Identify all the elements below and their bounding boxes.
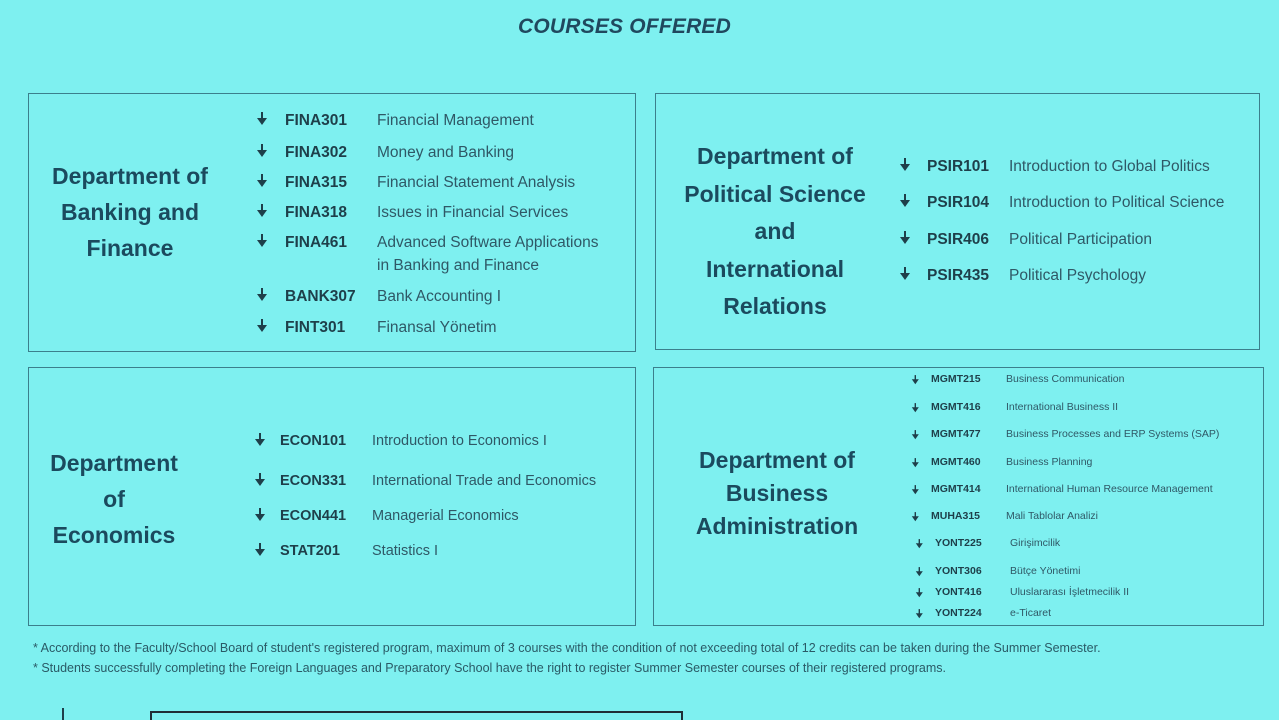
dept-title-line: of bbox=[103, 486, 125, 512]
course-name: Business Communication bbox=[1006, 373, 1125, 385]
course-name: Political Participation bbox=[1009, 231, 1153, 248]
course-code: FINT301 bbox=[285, 319, 346, 336]
course-row bbox=[256, 144, 514, 162]
course-code: MGMT215 bbox=[931, 373, 981, 385]
arrow-down-icon bbox=[256, 144, 270, 158]
dept-title-economics bbox=[30, 445, 198, 553]
course-code: YONT225 bbox=[935, 537, 982, 549]
dept-title-line: Finance bbox=[86, 235, 174, 261]
pin-icon bbox=[62, 708, 64, 720]
arrow-down-icon bbox=[915, 539, 925, 549]
course-name: Statistics I bbox=[372, 543, 439, 559]
dept-title-line: Department bbox=[50, 450, 178, 476]
course-code: FINA461 bbox=[285, 234, 348, 251]
arrow-down-icon bbox=[911, 458, 921, 468]
dept-title-banking bbox=[35, 158, 225, 266]
arrow-down-icon bbox=[911, 485, 921, 495]
course-name: Managerial Economics bbox=[372, 508, 519, 524]
course-code: ECON331 bbox=[280, 473, 347, 489]
arrow-down-icon bbox=[256, 288, 270, 302]
course-name: Introduction to Political Science bbox=[1009, 194, 1225, 211]
arrow-down-icon bbox=[256, 112, 270, 126]
dept-title-line: Administration bbox=[695, 513, 859, 539]
dept-title-political bbox=[670, 138, 880, 326]
dept-title-business bbox=[675, 444, 879, 543]
arrow-down-icon bbox=[254, 473, 268, 487]
arrow-down-icon bbox=[899, 231, 913, 245]
course-name: Business Planning bbox=[1006, 456, 1093, 468]
course-name: Mali Tablolar Analizi bbox=[1006, 510, 1099, 522]
dept-title-line: Relations bbox=[723, 293, 827, 319]
course-code: PSIR104 bbox=[927, 194, 990, 211]
course-row bbox=[913, 586, 1129, 600]
course-row bbox=[913, 565, 1080, 579]
arrow-down-icon bbox=[256, 319, 270, 333]
course-row bbox=[899, 231, 1152, 249]
course-code: PSIR101 bbox=[927, 158, 990, 175]
course-row bbox=[899, 267, 1146, 285]
dept-title-line: Department of bbox=[697, 143, 853, 169]
footnote: * According to the Faculty/School Board of student's registered program, maximum of 3 courses with the condition of not exceeding total of 12 credits can be taken during the Summer Semester. bbox=[33, 641, 1101, 655]
arrow-down-icon bbox=[254, 433, 268, 447]
course-code: FINA315 bbox=[285, 174, 348, 191]
course-row bbox=[256, 288, 501, 306]
course-name: Financial Statement Analysis bbox=[377, 174, 576, 191]
arrow-down-icon bbox=[915, 609, 925, 619]
course-name: Bütçe Yönetimi bbox=[1010, 565, 1081, 577]
arrow-down-icon bbox=[911, 430, 921, 440]
dept-title-line: Banking and bbox=[60, 199, 199, 225]
course-row bbox=[899, 158, 1210, 176]
course-code: BANK307 bbox=[285, 288, 356, 305]
course-row bbox=[256, 234, 598, 277]
course-code: PSIR406 bbox=[927, 231, 990, 248]
arrow-down-icon bbox=[911, 375, 921, 385]
course-name: International Trade and Economics bbox=[372, 473, 597, 489]
course-code: MGMT477 bbox=[931, 428, 981, 440]
course-row bbox=[909, 456, 1092, 470]
course-row bbox=[909, 510, 1098, 524]
bottom-banner bbox=[150, 711, 683, 720]
course-name: Political Psychology bbox=[1009, 267, 1146, 284]
course-name: Issues in Financial Services bbox=[377, 204, 569, 221]
arrow-down-icon bbox=[899, 267, 913, 281]
course-row bbox=[909, 373, 1124, 387]
dept-title-line: Department of bbox=[52, 163, 208, 189]
course-name: Bank Accounting I bbox=[377, 288, 502, 305]
course-name-line: Advanced Software Applications bbox=[377, 234, 599, 251]
footnote: * Students successfully completing the Foreign Languages and Preparatory School have the right to register Summer Semester courses of their registered programs. bbox=[33, 661, 946, 675]
dept-title-line: International bbox=[705, 255, 844, 282]
course-code: MGMT416 bbox=[931, 401, 981, 413]
course-name: e-Ticaret bbox=[1010, 607, 1052, 619]
course-row bbox=[909, 483, 1213, 497]
course-code: FINA318 bbox=[285, 204, 348, 221]
course-row bbox=[254, 508, 519, 524]
arrow-down-icon bbox=[254, 543, 268, 557]
arrow-down-icon bbox=[911, 403, 921, 413]
course-row bbox=[913, 607, 1051, 621]
course-row bbox=[909, 401, 1118, 415]
course-name: International Human Resource Management bbox=[1006, 483, 1213, 495]
arrow-down-icon bbox=[899, 194, 913, 208]
course-row bbox=[913, 537, 1060, 551]
course-name: Finansal Yönetim bbox=[377, 319, 497, 336]
course-row bbox=[909, 428, 1219, 442]
course-row bbox=[254, 433, 547, 449]
arrow-down-icon bbox=[915, 567, 925, 577]
arrow-down-icon bbox=[899, 158, 913, 172]
course-row bbox=[254, 473, 596, 489]
course-row bbox=[899, 194, 1224, 212]
dept-title-line: Political Science bbox=[684, 180, 866, 207]
course-name-line: in Banking and Finance bbox=[377, 257, 540, 274]
course-code: STAT201 bbox=[280, 543, 340, 559]
course-code: YONT416 bbox=[935, 586, 982, 598]
course-row bbox=[256, 174, 575, 192]
course-code: FINA301 bbox=[285, 112, 348, 129]
arrow-down-icon bbox=[915, 588, 925, 598]
course-row bbox=[254, 543, 438, 559]
course-code: YONT224 bbox=[935, 607, 982, 619]
course-name: Uluslararası İşletmecilik II bbox=[1010, 586, 1130, 598]
arrow-down-icon bbox=[256, 234, 270, 248]
course-name: Financial Management bbox=[377, 112, 534, 129]
course-name: Introduction to Economics I bbox=[372, 433, 547, 449]
course-code: MGMT414 bbox=[931, 483, 981, 495]
course-name: Business Processes and ERP Systems (SAP) bbox=[1006, 428, 1220, 440]
arrow-down-icon bbox=[911, 512, 921, 522]
course-name: Money and Banking bbox=[377, 144, 515, 161]
course-code: ECON441 bbox=[280, 508, 347, 524]
dept-title-line: Business bbox=[725, 480, 829, 506]
arrow-down-icon bbox=[254, 508, 268, 522]
dept-title-line: Economics bbox=[52, 522, 176, 548]
course-code: MGMT460 bbox=[931, 456, 981, 468]
course-row bbox=[256, 204, 568, 222]
course-name: Introduction to Global Politics bbox=[1009, 158, 1210, 175]
dept-title-line: Department of bbox=[699, 447, 855, 473]
course-code: PSIR435 bbox=[927, 267, 990, 284]
course-code: ECON101 bbox=[280, 433, 347, 449]
course-code: YONT306 bbox=[935, 565, 982, 577]
arrow-down-icon bbox=[256, 174, 270, 188]
course-row bbox=[256, 112, 534, 130]
course-name: Girişimcilik bbox=[1010, 537, 1061, 549]
dept-title-line: and bbox=[754, 218, 796, 244]
arrow-down-icon bbox=[256, 204, 270, 218]
course-code: FINA302 bbox=[285, 144, 348, 161]
course-row bbox=[256, 319, 496, 337]
course-name bbox=[377, 231, 598, 277]
course-name: International Business II bbox=[1006, 401, 1119, 413]
course-code: MUHA315 bbox=[931, 510, 981, 522]
page-title: COURSES OFFERED bbox=[517, 15, 732, 38]
